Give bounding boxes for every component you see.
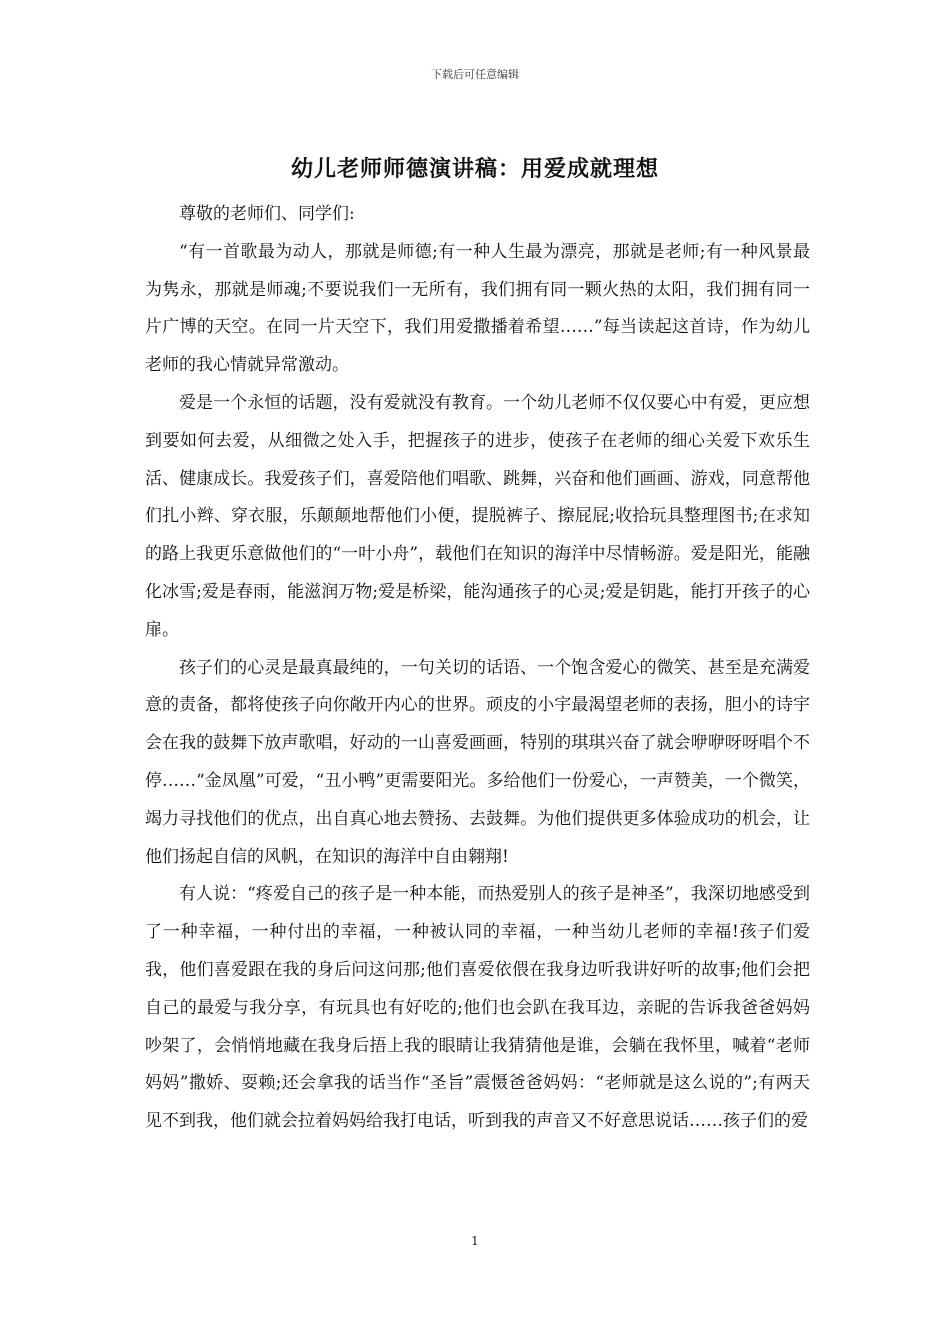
page-header-note: 下载后可任意编辑 [431,68,519,81]
paragraph-1: “有一首歌最为动人，那就是师德;有一种人生最为漂亮，那就是老师;有一种风景最为隽永，那就是师魂;不要说我们一无所有，我们拥有同一颗火热的太阳，我们拥有同一片广博的天空。在同一片天空下，我们用爱撒播着希望……”每当读起这首诗，作为幼儿老师的我心情就异常激动。 [145,241,810,376]
page-number: 1 [471,1234,479,1248]
paragraph-4: 有人说：“疼爱自己的孩子是一种本能，而热爱别人的孩子是神圣”，我深切地感受到了一种幸福，一种付出的幸福，一种被认同的幸福，一种当幼儿老师的幸福!孩子们爱我，他们喜爱跟在我的身后问这问那;他们喜爱依偎在我身边听我讲好听的故事;他们会把自己的最爱与我分享，有玩具也有好吃的;他们也会趴在我耳边，亲昵的告诉我爸爸妈妈吵架了，会悄悄地藏在我身后捂上我的眼睛让我猜猜他是谁，会躺在我怀里，喊着“老师妈妈”撒娇、耍赖;还会拿我的话当作“圣旨”震慑爸爸妈妈：“老师就是这么说的”;有两天见不到我，他们就会拉着妈妈给我打电话，听到我的声音又不好意思说话……孩子们的爱 [145,884,810,1132]
paragraph-2: 爱是一个永恒的话题，没有爱就没有教育。一个幼儿老师不仅仅要心中有爱，更应想到要如何去爱，从细微之处入手，把握孩子的进步，使孩子在老师的细心关爱下欢乐生活、健康成长。我爱孩子们，喜爱陪他们唱歌、跳舞，兴奋和他们画画、游戏，同意帮他们扎小辫、穿衣服，乐颠颠地帮他们小便，提脱裤子、擦屁屁;收拾玩具整理图书;在求知的路上我更乐意做他们的“一叶小舟”，载他们在知识的海洋中尽情畅游。爱是阳光，能融化冰雪;爱是春雨，能滋润万物;爱是桥梁，能沟通孩子的心灵;爱是钥匙，能打开孩子的心扉。 [145,392,810,640]
document-body [145,196,810,1141]
document-title: 幼儿老师师德演讲稿：用爱成就理想 [290,156,659,182]
salutation: 尊敬的老师们、同学们: [179,204,355,224]
paragraph-3: 孩子们的心灵是最真最纯的，一句关切的话语、一个饱含爱心的微笑、甚至是充满爱意的责备，都将使孩子向你敞开内心的世界。顽皮的小宇最渴望老师的表扬，胆小的诗宇会在我的鼓舞下放声歌唱，好动的一山喜爱画画，特别的琪琪兴奋了就会咿咿呀呀唱个不停……“金凤凰”可爱，“丑小鸭”更需要阳光。多给他们一份爱心，一声赞美，一个微笑，竭力寻找他们的优点，出自真心地去赞扬、去鼓舞。为他们提供更多体验成功的机会，让他们扬起自信的风帆，在知识的海洋中自由翱翔! [145,657,810,867]
